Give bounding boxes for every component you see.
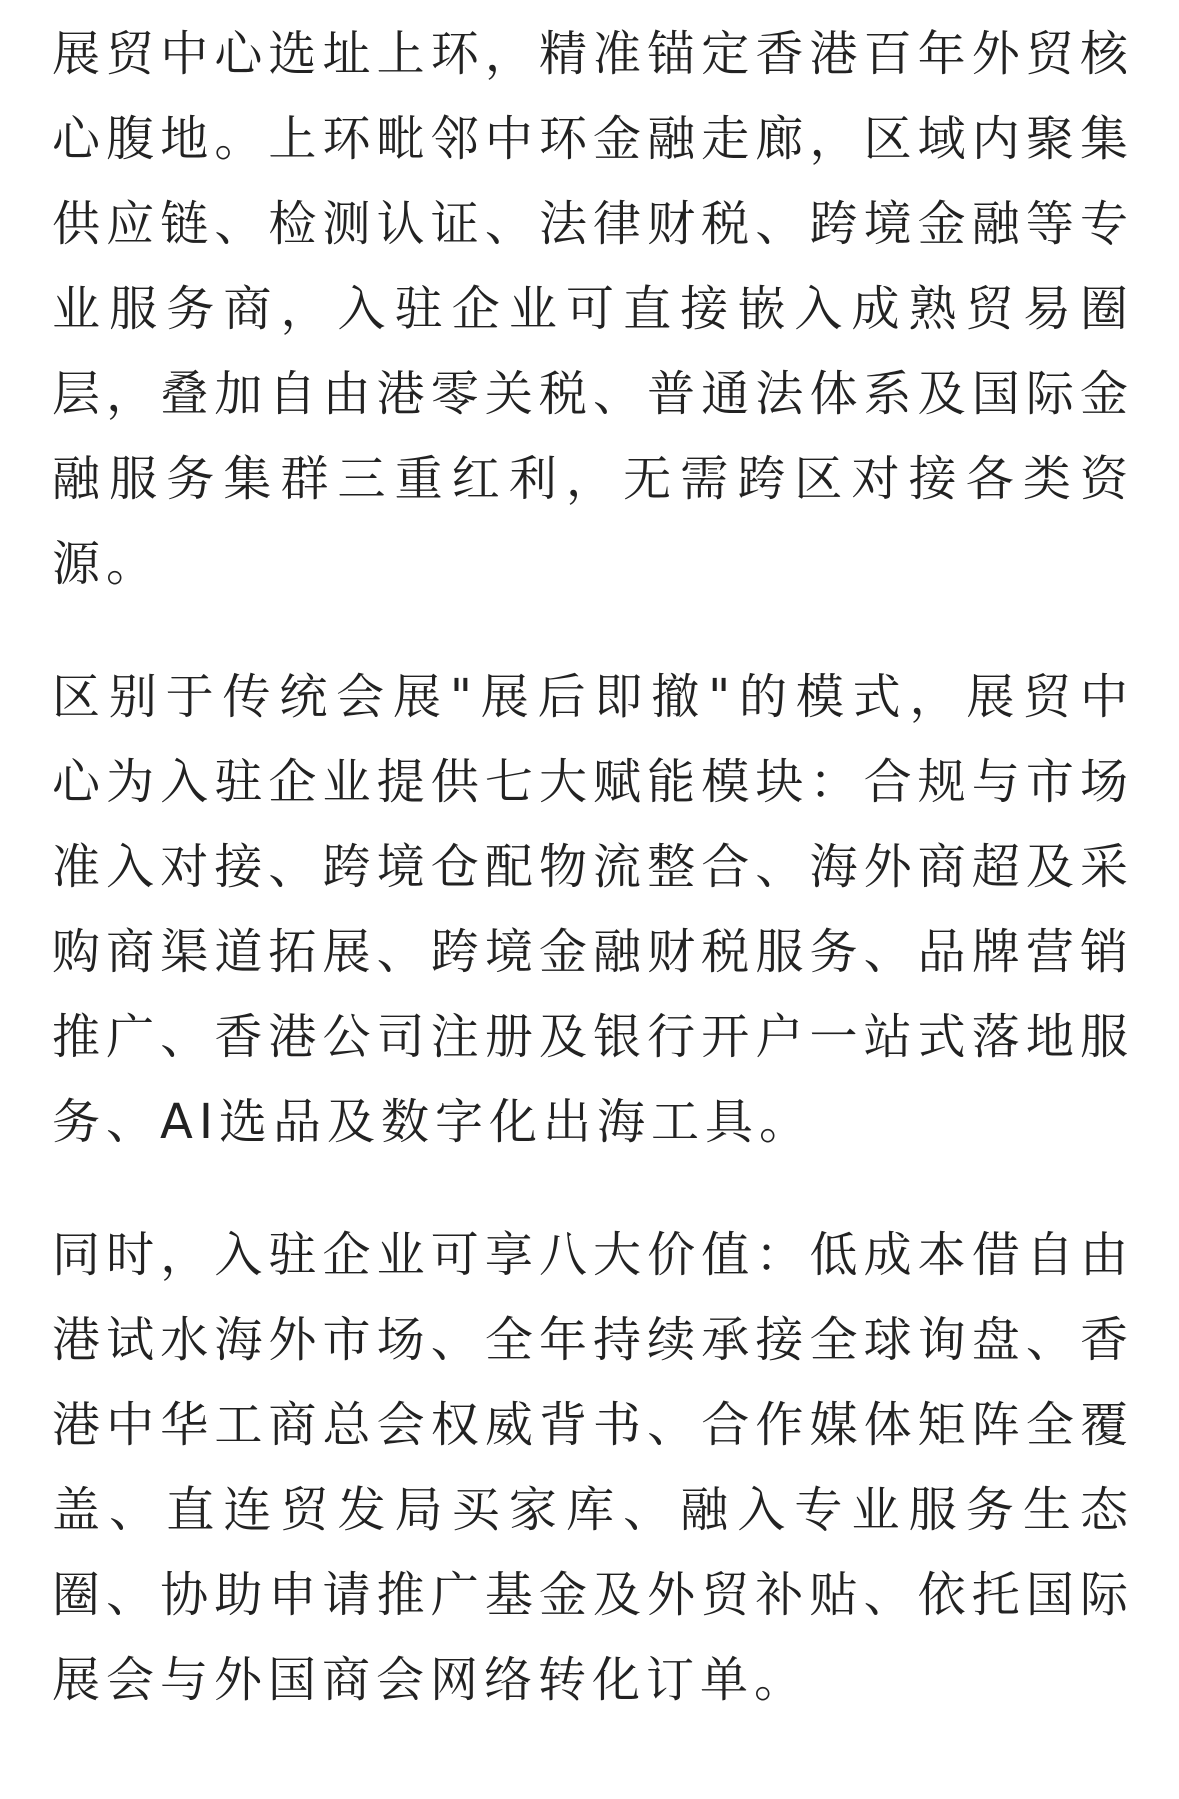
article-paragraph-services: 区别于传统会展"展后即撤"的模式，展贸中心为入驻企业提供七大赋能模块：合规与市场准入对接、跨境仓配物流整合、海外商超及采购商渠道拓展、跨境金融财税服务、品牌营销推广、香港公司注册及银行开户一站式落地服务、AI选品及数字化出海工具。 <box>52 669 1134 1150</box>
article-paragraph-value: 同时，入驻企业可享八大价值：低成本借自由港试水海外市场、全年持续承接全球询盘、香港中华工商总会权威背书、合作媒体矩阵全覆盖、直连贸发局买家库、融入专业服务生态圈、协助申请推广基金及外贸补贴、依托国际展会与外国商会网络转化订单。 <box>52 1227 1134 1708</box>
article-paragraph-location: 展贸中心选址上环，精准锚定香港百年外贸核心腹地。上环毗邻中环金融走廊，区域内聚集供应链、检测认证、法律财税、跨境金融等专业服务商，入驻企业可直接嵌入成熟贸易圈层，叠加自由港零关税、普通法体系及国际金融服务集群三重红利，无需跨区对接各类资源。 <box>52 26 1134 592</box>
article-body <box>52 0 1134 1723</box>
